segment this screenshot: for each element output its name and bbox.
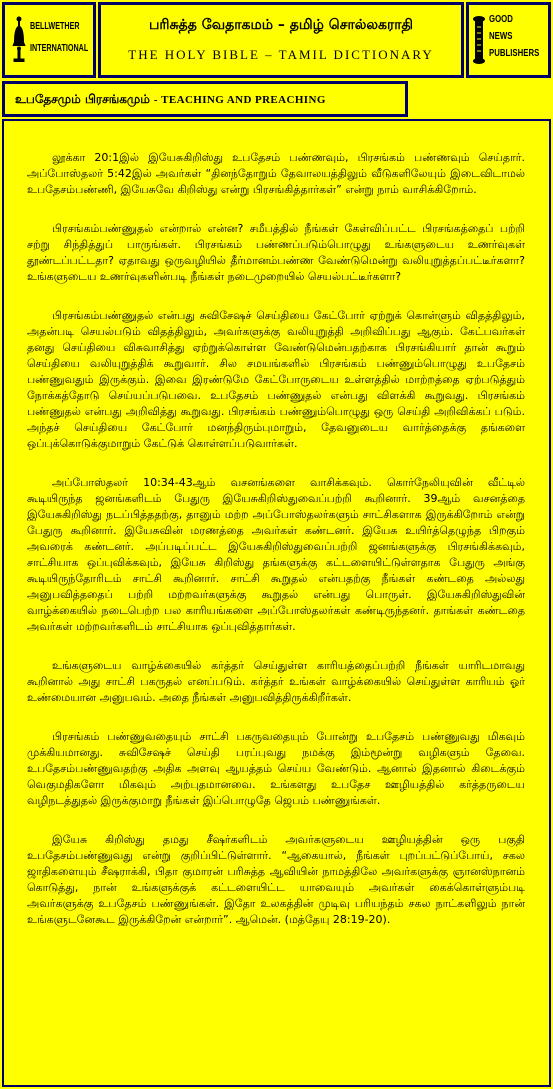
paragraph: பிரசங்கம்பண்ணுதல் என்றால் என்ன? சமீபத்தில் நீங்கள் கேள்விப்பட்ட பிரசங்கத்தைப் பற்றி சற்று சிந்தித்துப் பாருங்கள். பிரசங்கம் பண்ணப்படும்பொழுது உங்களுடைய உணர்வுகள் தூண்டப்பட்டதா? ஏதாவது ஒருவழியில் தீர்மானம்பண்ண வேண்டுமென்று வலியுறுத்தப்பட்டீர்களா? உங்களுடைய உணர்வுகளின்படி நீங்கள் நடைமுறையில் செயல்பட்டீர்களா? (27, 222, 525, 283)
paragraph: பிரசங்கம்பண்ணுதல் என்பது சுவிசேஷச் செய்தியை கேட்போர் ஏற்றுக் கொள்ளும் விதத்திலும், அதன்படி செயல்படும் விதத்திலும், அவர்களுக்கு வலியுறுத்தி அறிவிப்பது ஆகும். கேட்பவர்கள் தனது செய்தியை விசுவாசித்து ஏற்றுக்கொள்ள வேண்டுமென்பதற்காக பிரசங்கியார் தான் கூறும் செய்தியை வலியுறுத்திக் கூறுவார். சில சமயங்களில் பிரசங்கம் பண்ணும்பொழுது உபதேசம் பண்ணுவதும் இருக்கும். இவை இரண்டுமே கேட்போருடைய உள்ளத்தில் மாற்றத்தை ஏற்படுத்தும் நோக்கத்தோடு செய்யப்படுபவை. உபதேசம் பண்ணுதல் என்பது விளக்கி கூறுவது. பிரசங்கம் பண்ணுதல் என்பது அறிவித்து கூறுவது. பிரசங்கம் பண்ணும்பொழுது ஒரு செய்தி அறிவிக்கப் படும். அந்தச் செய்தியை கேட்போர் மனந்திரும்புமாறும், தேவனுடைய வார்த்தைக்கு தங்களை ஒப்புக்கொடுக்குமாறும் கேட்டுக் கொள்ளப்படுவார்கள். (27, 309, 525, 450)
page-title-tamil: பரிசுத்த வேதாகமம் – தமிழ் சொல்லகராதி (149, 17, 413, 33)
scroll-icon (472, 15, 486, 65)
bell-icon (12, 16, 26, 62)
logo-right-line2: NEWS (489, 31, 513, 42)
publisher-logo-left (2, 2, 96, 78)
section-title-tamil: உபதேசமும் பிரசங்கமும் (15, 92, 150, 106)
section-heading (5, 84, 405, 114)
page-title-english: THE HOLY BIBLE – TAMIL DICTIONARY (128, 47, 434, 62)
article-body (2, 119, 551, 1087)
paragraph: லூக்கா 20:1இல் இயேசுகிறிஸ்து உபதேசம் பண்ணவும், பிரசங்கம் பண்ணவும் செய்தார். அப்போஸ்தலர் 5:42இல் அவர்கள் “தினந்தோறும் தேவாலயத்திலும் வீடுகளிலேயும் இடைவிடாமல் உபதேசம்பண்ணி, இயேசுவே கிறிஸ்து என்று பிரசங்கித்தார்கள்” என்று நாம் வாசிக்கிறோம். (27, 151, 525, 196)
section-heading-box (2, 81, 408, 117)
logo-left-line2: INTERNATIONAL (30, 43, 89, 54)
logo-right-line3: PUBLISHERS (489, 48, 540, 59)
paragraph: பிரசங்கம் பண்ணுவதையும் சாட்சி பகருவதையும் போன்று உபதேசம் பண்ணுவது மிகவும் முக்கியமானது. சுவிசேஷச் செய்தி பரப்புவது நமக்கு இம்மூன்று வழிகளும் தேவை. உபதேசம்பண்ணுவதற்கு அதிக அளவு ஆயத்தம் செய்ய வேண்டும். ஆனால் இதனால் கிடைக்கும் வெகுமதிகளோ மிகவும் அற்புதமானவை. உங்களது உபதேச ஊழியத்தில் கர்த்தருடைய வழிநடத்துதல் இருக்குமாறு நீங்கள் இப்பொழுதே ஜெபம் பண்ணுங்கள். (27, 730, 525, 807)
paragraph: உங்களுடைய வாழ்க்கையில் கர்த்தர் செய்துள்ள காரியத்தைப்பற்றி நீங்கள் யாரிடமாவது கூறினால் அது சாட்சி பகருதல் எனப்படும். கர்த்தர் உங்கள் வாழ்க்கையில் செய்துள்ள காரியம் ஓர் உண்மையான அனுபவம். அதை நீங்கள் அனுபவித்திருக்கிறீர்கள். (27, 659, 525, 704)
section-title-english: - TEACHING AND PREACHING (153, 94, 326, 106)
logo-left-line1: BELLWETHER (30, 21, 80, 32)
logo-right-line1: GOOD (489, 14, 513, 25)
paragraph: இயேசு கிறிஸ்து தமது சீஷர்களிடம் அவர்களுடைய ஊழியத்தின் ஒரு பகுதி உபதேசம்பண்ணுவது என்று குறிப்பிட்டுள்ளார். “ஆகையால், நீங்கள் புறப்பட்டுப்போய், சகல ஜாதிகளையும் சீஷராக்கி, பிதா குமாரன் பரிசுத்த ஆவியின் நாமத்திலே அவர்களுக்கு ஞானஸ்நானம் கொடுத்து, நான் உங்களுக்குக் கட்டளையிட்ட யாவையும் அவர்கள் கைக்கொள்ளும்படி அவர்களுக்கு உபதேசம் பண்ணுங்கள். இதோ உலகத்தின் முடிவு பரியந்தம் சகல நாட்களிலும் நான் உங்களுடனேகூட இருக்கிறேன் என்றார்”. ஆமென். (மத்தேயு 28:19-20). (27, 833, 525, 926)
publisher-logo-right (466, 2, 551, 78)
page-title-box (98, 2, 464, 78)
paragraph: அப்போஸ்தலர் 10:34-43ஆம் வசனங்களை வாசிக்கவும். கொர்நேலியுவின் வீட்டில் கூடியிருந்த ஜனங்களிடம் பேதுரு இயேசுகிறிஸ்துவைப்பற்றி கூறினார். 39ஆம் வசனத்தை இயேசுகிறிஸ்து நடப்பித்ததற்கு, தானும் மற்ற அப்போஸ்தலர்களும் சாட்சிகளாக இருக்கிறோம் என்று பேதுரு கூறினார். இயேசுவின் மரணத்தை அவர்கள் கண்டனர். இயேசு உயிர்த்தெழுந்த பிறகும் அவரைக் கண்டனர். அப்படிப்பட்ட இயேசுகிறிஸ்துவைப்பற்றி ஜனங்களுக்கு பிரசங்கிக்கவும், சாட்சியாக ஒப்புவிக்கவும், இயேசு கிறிஸ்து தங்களுக்கு கட்டளையிட்டுள்ளதாக பேதுரு அங்கு கூடியிருந்தோரிடம் சாட்சி கூறினார். சாட்சி கூறுதல் என்பதற்கு நீங்கள் கண்டதை அல்லது அனுபவித்ததைப் பற்றி மற்றவர்களுக்கு கூறுதல் என்பது பொருள். இயேசுகிறிஸ்துவின் வாழ்க்கையில் நடைபெற்ற பல காரியங்களை அப்போஸ்தலர்கள் கண்டிருந்தனர். தாங்கள் கண்டதை அவர்கள் மற்றவர்களிடம் சாட்சியாக ஒப்புவித்தார்கள். (27, 476, 525, 633)
